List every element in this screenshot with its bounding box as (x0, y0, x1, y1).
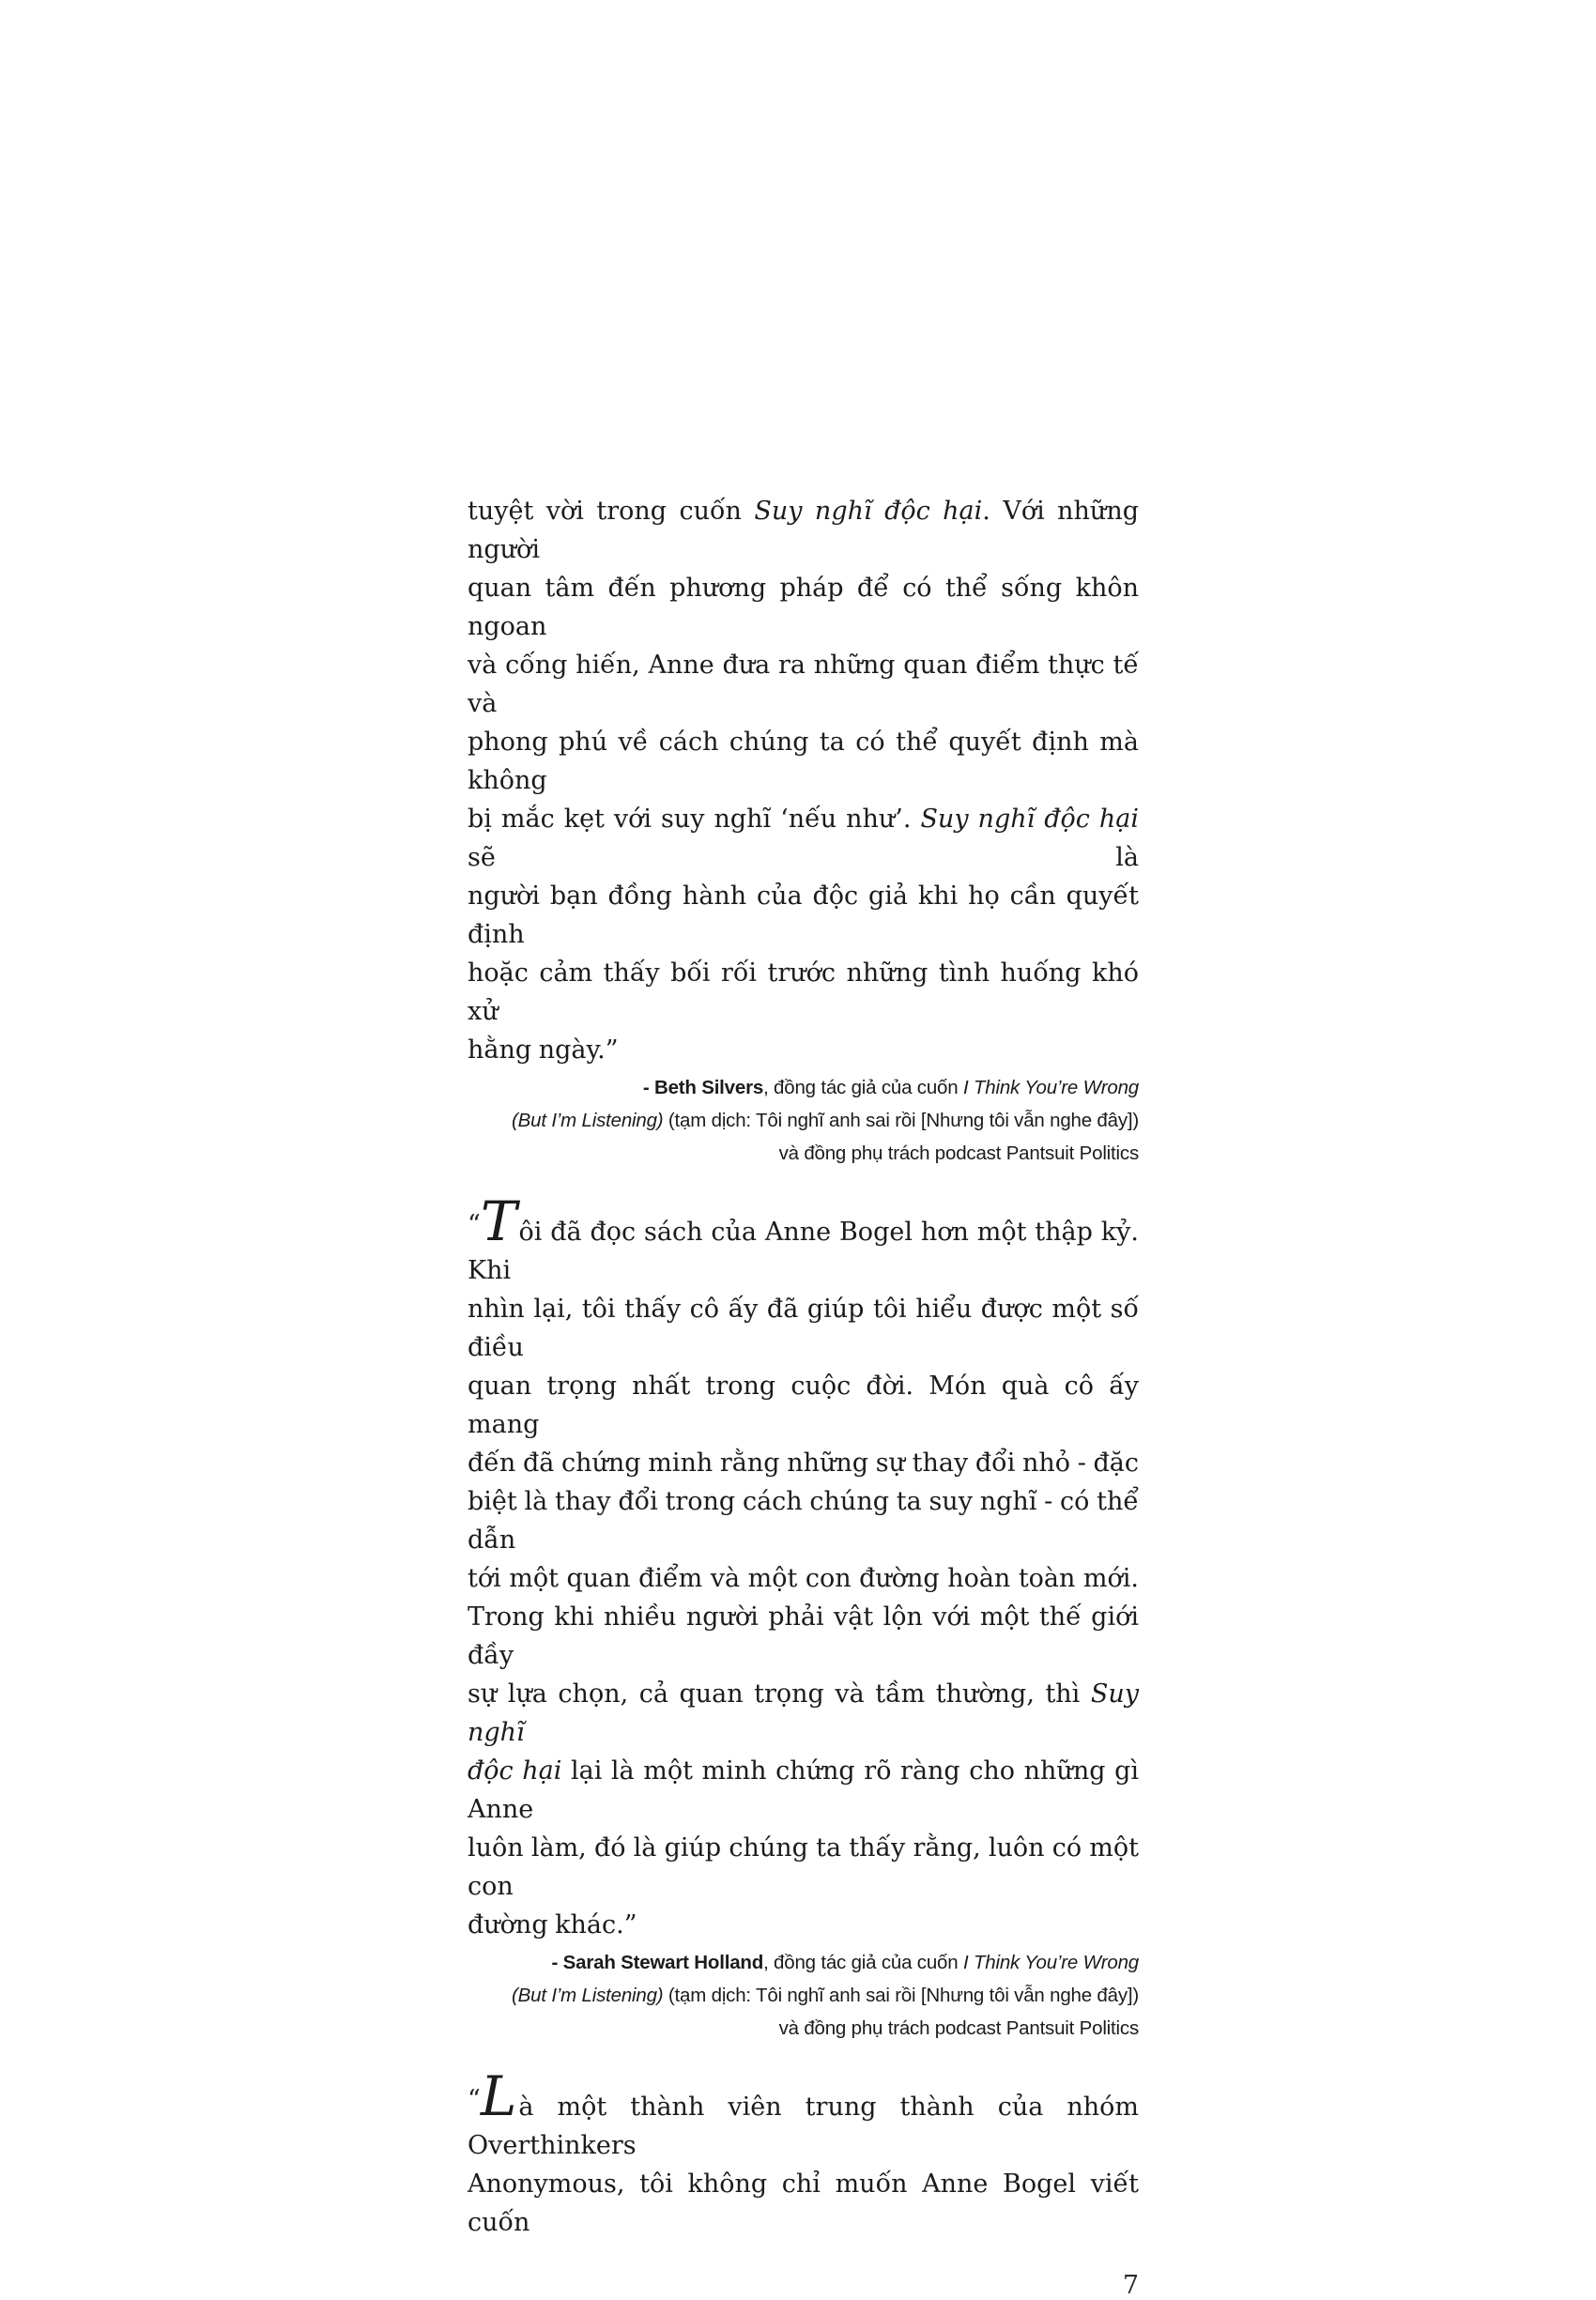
text-run: (But I’m Listening) (512, 1985, 664, 2006)
text-run: sự lựa chọn, cả quan trọng và tầm thường, thì (468, 1679, 1091, 1709)
text-run: (tạm dịch: Tôi nghĩ anh sai rồi [Nhưng tôi vẫn nghe đây]) (663, 1985, 1139, 2006)
text-run: biệt là thay đổi trong cách chúng ta suy nghĩ - có thể dẫn (468, 1487, 1139, 1555)
text-line (468, 492, 1139, 569)
text-run: hoặc cảm thấy bối rối trước những tình huống khó xử (468, 958, 1139, 1026)
text-line (468, 1906, 1139, 1944)
text-run: , đồng tác giả của cuốn (763, 1952, 963, 1973)
text-line (468, 1367, 1139, 1444)
text-run: đến đã chứng minh rằng những sự thay đổi nhỏ - đặc (468, 1449, 1139, 1478)
text-run: nhìn lại, tôi thấy cô ấy đã giúp tôi hiểu được một số điều (468, 1295, 1139, 1362)
text-run: - Sarah Stewart Holland (551, 1952, 764, 1973)
text-run: Suy nghĩ độc hại (920, 805, 1140, 834)
text-line (468, 723, 1139, 800)
text-run: I Think You’re Wrong (962, 1077, 1139, 1098)
text-line (468, 1071, 1139, 1104)
text-line (468, 1104, 1139, 1137)
text-line (468, 1444, 1139, 1482)
text-line (468, 646, 1139, 723)
opening-quote: “ (468, 2085, 481, 2114)
text-column (468, 492, 1139, 2242)
text-run: phong phú về cách chúng ta có thể quyết định mà không (468, 728, 1139, 795)
quote-paragraph-2 (468, 1189, 1139, 1944)
text-line (468, 1137, 1139, 1170)
quote-paragraph-1 (468, 492, 1139, 1069)
text-line (468, 1752, 1139, 1829)
text-run: và đồng phụ trách podcast Pantsuit Politics (778, 1142, 1139, 1164)
text-line (468, 1290, 1139, 1367)
text-run: người bạn đồng hành của độc giả khi họ cần quyết định (468, 882, 1139, 949)
text-run: lại là một minh chứng rõ ràng cho những gì Anne (468, 1756, 1139, 1824)
text-run: và đồng phụ trách podcast Pantsuit Politics (778, 2017, 1139, 2039)
text-line (468, 1675, 1139, 1752)
text-run: luôn làm, đó là giúp chúng ta thấy rằng, luôn có một con (468, 1833, 1139, 1901)
text-line (468, 1598, 1139, 1675)
text-run: đường khác.” (468, 1910, 637, 1940)
text-run: . Với những người (468, 497, 1139, 564)
drop-cap: L (480, 2064, 516, 2128)
text-run: sẽ là (468, 843, 1139, 872)
text-line (468, 1946, 1139, 1979)
text-run: Anonymous, tôi không chỉ muốn Anne Bogel viết cuốn (468, 2170, 1139, 2237)
text-run: bị mắc kẹt với suy nghĩ ‘nếu như’. (468, 805, 921, 834)
page-number: 7 (1122, 2271, 1139, 2300)
text-run: quan trọng nhất trong cuộc đời. Món quà cô ấy mang (468, 1372, 1139, 1439)
text-line (468, 1559, 1139, 1598)
text-run: hằng ngày.” (468, 1035, 619, 1065)
text-line (468, 1829, 1139, 1906)
text-run: quan tâm đến phương pháp để có thể sống khôn ngoan (468, 574, 1139, 641)
text-line (468, 1189, 1139, 1290)
opening-quote: “ (468, 1210, 481, 1239)
text-run: I Think You’re Wrong (962, 1952, 1139, 1973)
text-line (468, 2165, 1139, 2242)
text-line (468, 569, 1139, 646)
attribution-sarah-stewart-holland (468, 1946, 1139, 2045)
quote-paragraph-3 (468, 2064, 1139, 2242)
text-run: Suy nghĩ độc hại (754, 497, 983, 526)
text-run: và cống hiến, Anne đưa ra những quan điểm thực tế và (468, 651, 1139, 718)
text-line (468, 2012, 1139, 2045)
text-line (468, 2064, 1139, 2165)
text-line (468, 877, 1139, 954)
attribution-beth-silvers (468, 1071, 1139, 1170)
drop-cap: T (480, 1189, 516, 1253)
text-run: , đồng tác giả của cuốn (763, 1077, 963, 1098)
text-line (468, 954, 1139, 1031)
book-page (468, 0, 1139, 2300)
text-run: ôi đã đọc sách của Anne Bogel hơn một thập kỷ. Khi (468, 1218, 1139, 1285)
text-run: Suy nghĩ (468, 1679, 1139, 1747)
text-run: - Beth Silvers (642, 1077, 764, 1098)
text-line (468, 1031, 1139, 1069)
text-run: độc hại (468, 1756, 562, 1786)
text-run: (But I’m Listening) (512, 1110, 664, 1131)
text-run: tới một quan điểm và một con đường hoàn toàn mới. (468, 1564, 1139, 1593)
text-line (468, 800, 1139, 877)
text-run: Trong khi nhiều người phải vật lộn với một thế giới đầy (468, 1602, 1139, 1670)
text-run: (tạm dịch: Tôi nghĩ anh sai rồi [Nhưng tôi vẫn nghe đây]) (663, 1110, 1139, 1131)
text-line (468, 1482, 1139, 1559)
text-line (468, 1979, 1139, 2012)
text-run: tuyệt vời trong cuốn (468, 497, 755, 526)
text-run: à một thành viên trung thành của nhóm Overthinkers (468, 2093, 1139, 2160)
